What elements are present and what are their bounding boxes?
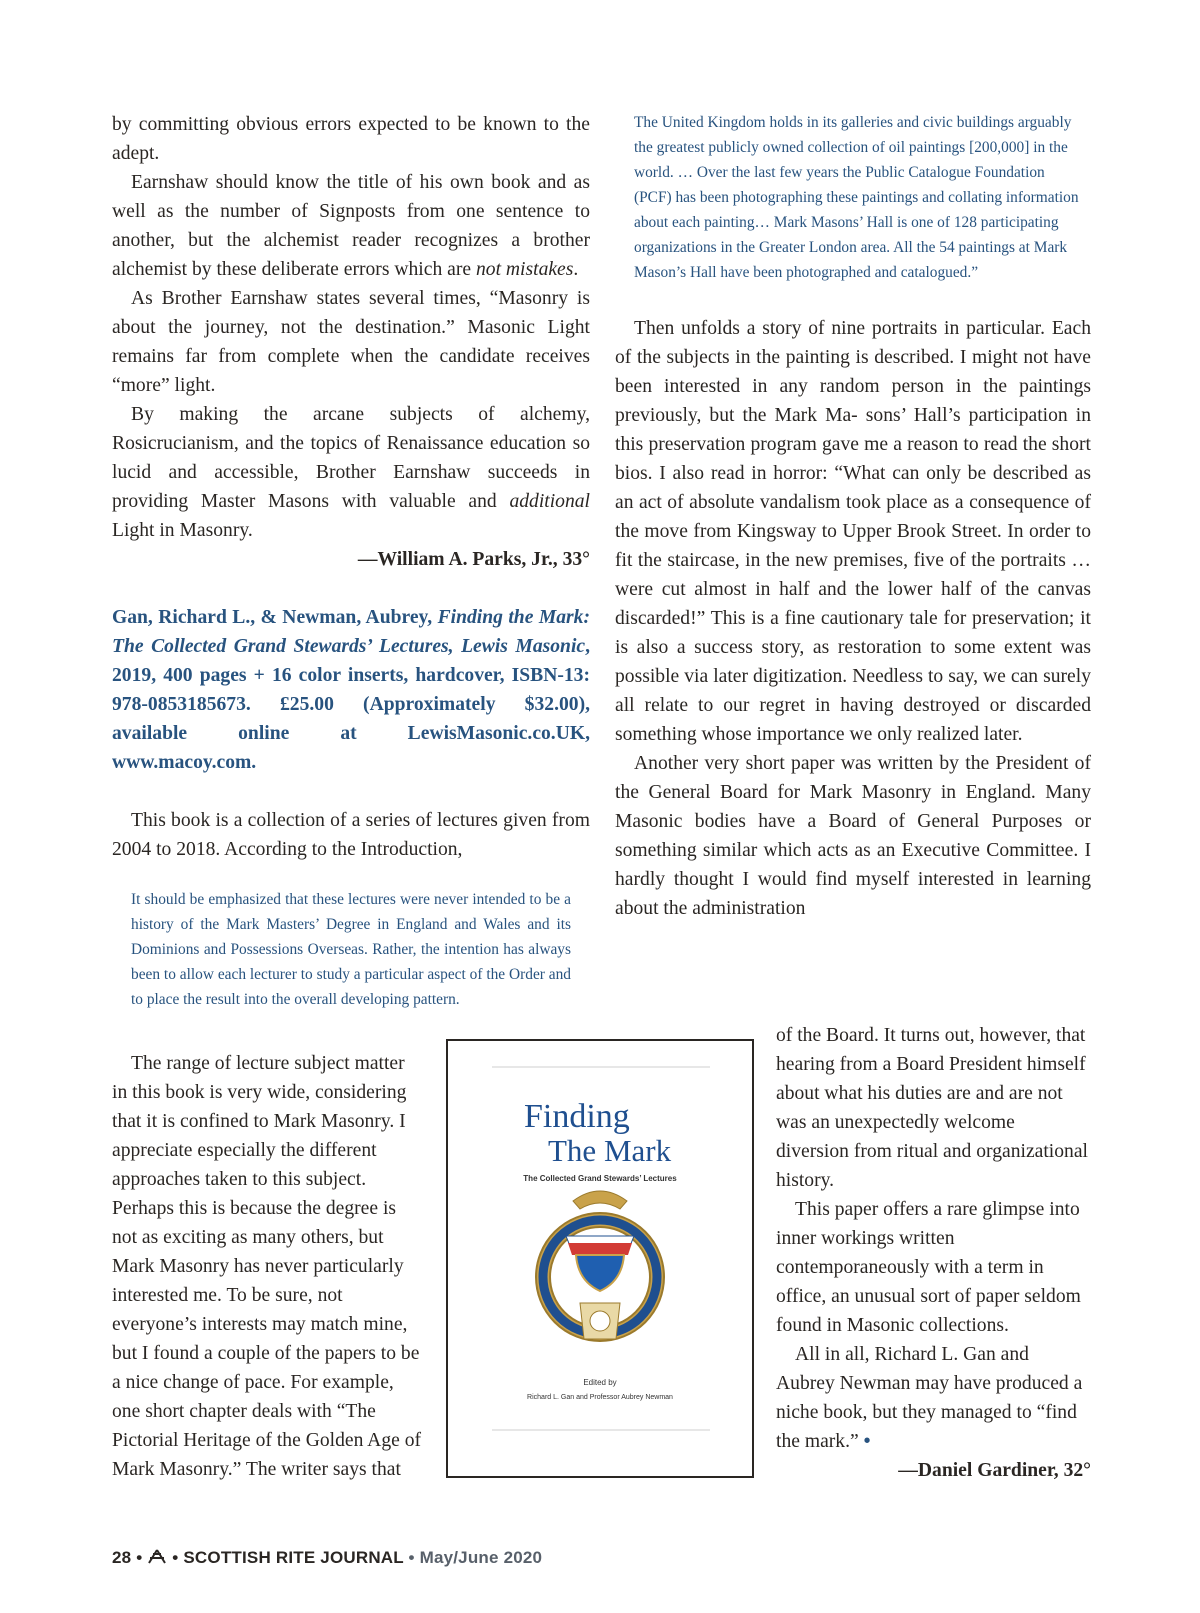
paragraph: Another very short paper was written by the President of the General Board for Mark Masonry in England. Many Masonic bodies have a Board of General Purposes or something similar which acts as an Executive Committee. I hardly thought I would find myself interested in learning about the administration (615, 753, 1091, 919)
book-editors: Richard L. Gan and Professor Aubrey Newman (527, 1394, 673, 1401)
paragraph: This book is a collection of a series of lectures given from 2004 to 2018. According to the Introduction, (112, 810, 590, 860)
paragraph: All in all, Richard L. Gan and Aubrey Newman may have produced a niche book, but they managed to “find the mark.” • (776, 1344, 1083, 1452)
separator: • (408, 1548, 415, 1567)
block-quote: It should be emphasized that these lectures were never intended to be a history of the Mark Masters’ Degree in England and Wales and its Dominions and Possessions Overseas. Rather, the intention has always been to allow each lecturer to study a particular aspect of the Order and to place the result into the overall developing pattern. (131, 891, 571, 1008)
book-subtitle: The Collected Grand Stewards’ Lectures (523, 1174, 677, 1183)
review-signature: —William A. Parks, Jr., 33° (357, 549, 590, 570)
block-quote: The United Kingdom holds in its galleries and civic buildings arguably the greatest publicly owned collection of oil paintings [200,000] in the world. … Over the last few years the Public Catalogue Foundation (PCF) has been photographing these paintings and collating information about each painting… Mark Masons’ Hall is one of 128 participating organizations in the Greater London area. All the 54 paintings at Mark Mason’s Hall have been photographed and catalogued.” (634, 114, 1079, 281)
right-column (615, 110, 1091, 923)
grand-stewards-seal-icon (536, 1191, 664, 1341)
left-column (112, 110, 590, 1012)
paragraph: Then unfolds a story of nine portraits in particular. Each of the subjects in the painting is described. I might not have been interested in any random person in the paintings previously, but the Mark Ma- sons’ Hall’s participation in this preservation program gave me a reason to read the short bios. I also read in horror: “What can only be described as an act of absolute vandalism took place as a consequence of the move from Kingsway to Upper Brook Street. In order to fit the staircase, in the new premises, five of the portraits … were cut almost in half and the lower half of the canvas discarded!” This is a fine cautionary tale for preservation; it is also a success story, as restoration to some extent was possible via later digitization. Needless to say, we can surely all relate to our regret in having destroyed or discarded something whose importance we only realized later. (615, 318, 1091, 745)
separator: • (172, 1548, 179, 1567)
book-title-line2: The Mark (548, 1133, 672, 1168)
end-mark: • (863, 1431, 871, 1452)
paragraph: of the Board. It turns out, however, that hearing from a Board President himself about what his duties are and are not was an unexpectedly welcome diversion from ritual and organizational history. (776, 1025, 1088, 1191)
right-wrap-column (776, 1021, 1091, 1485)
book-cover-figure (446, 1039, 754, 1478)
paragraph: As Brother Earnshaw states several times, “Masonry is about the journey, not the destination.” Masonic Light remains far from complete when the candidate receives “more” light. (112, 288, 590, 396)
book-citation: Gan, Richard L., & Newman, Aubrey, Finding the Mark: The Collected Grand Stewards’ Lectures, Lewis Masonic, 2019, 400 pages + 16 color inserts, hardcover, ISBN-13: 978-0853185673. £25.00 (Approximately $32.00), available online at LewisMasonic.co.UK, www.macoy.com. (112, 607, 590, 773)
paragraph: by committing obvious errors expected to be known to the adept. (112, 114, 590, 164)
book-title-line1: Finding (524, 1098, 630, 1135)
left-wrap-column (112, 1049, 423, 1484)
journal-name: SCOTTISH RITE JOURNAL (183, 1548, 404, 1567)
issue-date: May/June 2020 (419, 1548, 543, 1567)
page-number: 28 (112, 1548, 132, 1567)
paragraph: By making the arcane subjects of alchemy, Rosicrucianism, and the topics of Renaissance education so lucid and accessible, Brother Earnshaw succeeds in providing Master Masons with valuable and additional Light in Masonry. (112, 404, 590, 541)
paragraph: This paper offers a rare glimpse into inner workings written contemporaneously with a term in office, an unusual sort of paper seldom found in Masonic collections. (776, 1199, 1081, 1336)
book-cover (448, 1041, 752, 1476)
double-eagle-icon (147, 1549, 167, 1565)
review-signature: —Daniel Gardiner, 32° (898, 1460, 1091, 1481)
paragraph: The range of lecture subject matter in this book is very wide, considering that it is confined to Mark Masonry. I appreciate especially the different approaches taken to this subject. Perhaps this is because the degree is not as exciting as many others, but Mark Masonry has never particularly interested me. To be sure, not everyone’s interests may match mine, but I found a couple of the papers to be a nice change of pace. For example, one short chapter deals with “The Pictorial Heritage of the Golden Age of Mark Masonry.” The writer says that (112, 1053, 422, 1480)
paragraph: Earnshaw should know the title of his own book and as well as the number of Signposts from one sentence to another, but the alchemist reader recognizes a brother alchemist by these deliberate errors which are not mistakes. (112, 172, 590, 280)
book-edited-by: Edited by (583, 1378, 617, 1387)
separator: • (136, 1548, 143, 1567)
page-footer (112, 1548, 542, 1568)
